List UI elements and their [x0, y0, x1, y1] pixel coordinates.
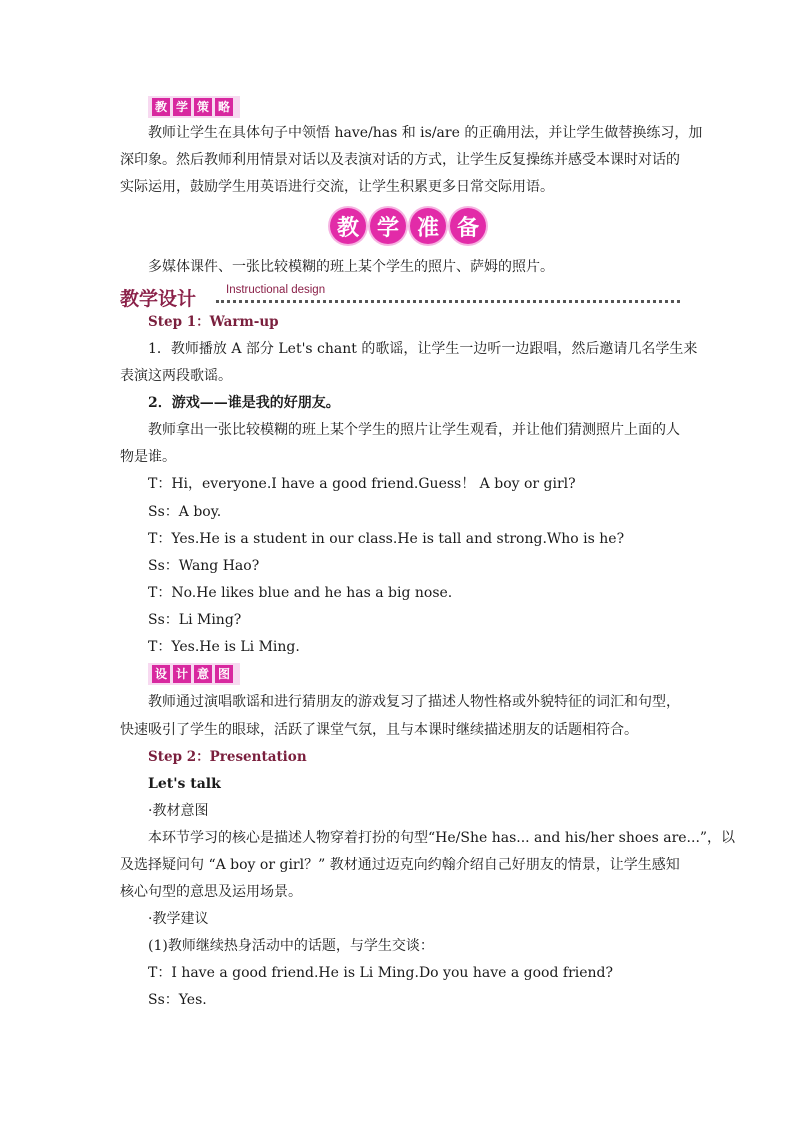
strategy-line: 教师让学生在具体句子中领悟 have/has 和 is/are 的正确用法，并让学生做替换练习，加: [148, 125, 703, 141]
step2-intent-line: 本环节学习的核心是描述人物穿着打扮的句型“He/She has... and his/her shoes are...”，以: [148, 830, 736, 846]
intent-tag-char: 设: [152, 665, 170, 683]
intent-tag: [148, 663, 240, 685]
design-title: 教学设计: [120, 288, 197, 310]
step2-subheading: Let's talk: [148, 776, 221, 792]
prep-title-char: 学: [370, 208, 406, 244]
design-title-en: Instructional design: [226, 284, 326, 296]
strategy-line: 实际运用，鼓励学生用英语进行交流，让学生积累更多日常交际用语。: [120, 179, 554, 195]
intent-tag-char: 图: [215, 665, 233, 683]
design-header: [120, 284, 680, 308]
step1-item2-line: 物是谁。: [120, 449, 176, 465]
step1-item2-title: 2．游戏——谁是我的好朋友。: [148, 395, 340, 411]
step1-item2-line: 教师拿出一张比较模糊的班上某个学生的照片让学生观看，并让他们猜测照片上面的人: [148, 422, 680, 438]
strategy-tag-char: 教: [152, 98, 170, 116]
intent-tag-char: 意: [194, 665, 212, 683]
prep-title-char: 备: [450, 208, 486, 244]
dialogue-line: T：No.He likes blue and he has a big nose.: [148, 585, 453, 601]
strategy-tag-char: 略: [215, 98, 233, 116]
dialogue-line: Ss：Li Ming?: [148, 612, 242, 628]
strategy-line: 深印象。然后教师利用情景对话以及表演对话的方式，让学生反复操练并感受本课时对话的: [120, 152, 680, 168]
step1-item1-line: 1．教师播放 A 部分 Let's chant 的歌谣，让学生一边听一边跟唱，然后邀请几名学生来: [148, 341, 698, 357]
intent-tag-char: 计: [173, 665, 191, 683]
prep-title: [330, 208, 486, 244]
strategy-tag: [148, 96, 240, 118]
step2-suggest-line: T：I have a good friend.He is Li Ming.Do you have a good friend?: [148, 965, 614, 981]
dialogue-line: Ss：Wang Hao?: [148, 558, 260, 574]
step2-intent-line: 核心句型的意思及运用场景。: [120, 884, 302, 900]
step2-heading: Step 2：Presentation: [148, 749, 307, 765]
prep-title-char: 教: [330, 208, 366, 244]
step2-intent-label: ·教材意图: [148, 803, 209, 819]
prep-title-char: 准: [410, 208, 446, 244]
step2-suggest-line: Ss：Yes.: [148, 992, 207, 1008]
dialogue-line: T：Yes.He is a student in our class.He is tall and strong.Who is he?: [148, 531, 625, 547]
dialogue-line: T：Hi，everyone.I have a good friend.Guess！ A boy or girl?: [148, 476, 576, 492]
dotted-divider: [216, 300, 680, 303]
prep-text: 多媒体课件、一张比较模糊的班上某个学生的照片、萨姆的照片。: [148, 259, 554, 275]
step1-heading: Step 1：Warm-up: [148, 314, 279, 330]
step1-item1-line: 表演这两段歌谣。: [120, 368, 232, 384]
intent-line: 快速吸引了学生的眼球，活跃了课堂气氛，且与本课时继续描述朋友的话题相符合。: [120, 722, 638, 738]
step2-intent-line: 及选择疑问句 “A boy or girl？” 教材通过迈克向约翰介绍自己好朋友的情景，让学生感知: [120, 857, 680, 873]
dialogue-line: T：Yes.He is Li Ming.: [148, 639, 300, 655]
intent-line: 教师通过演唱歌谣和进行猜朋友的游戏复习了描述人物性格或外貌特征的词汇和句型，: [148, 694, 680, 710]
step2-suggest-line: (1)教师继续热身活动中的话题，与学生交谈：: [148, 938, 434, 954]
strategy-tag-char: 学: [173, 98, 191, 116]
strategy-tag-char: 策: [194, 98, 212, 116]
step2-suggest-label: ·教学建议: [148, 911, 209, 927]
dialogue-line: Ss：A boy.: [148, 504, 222, 520]
